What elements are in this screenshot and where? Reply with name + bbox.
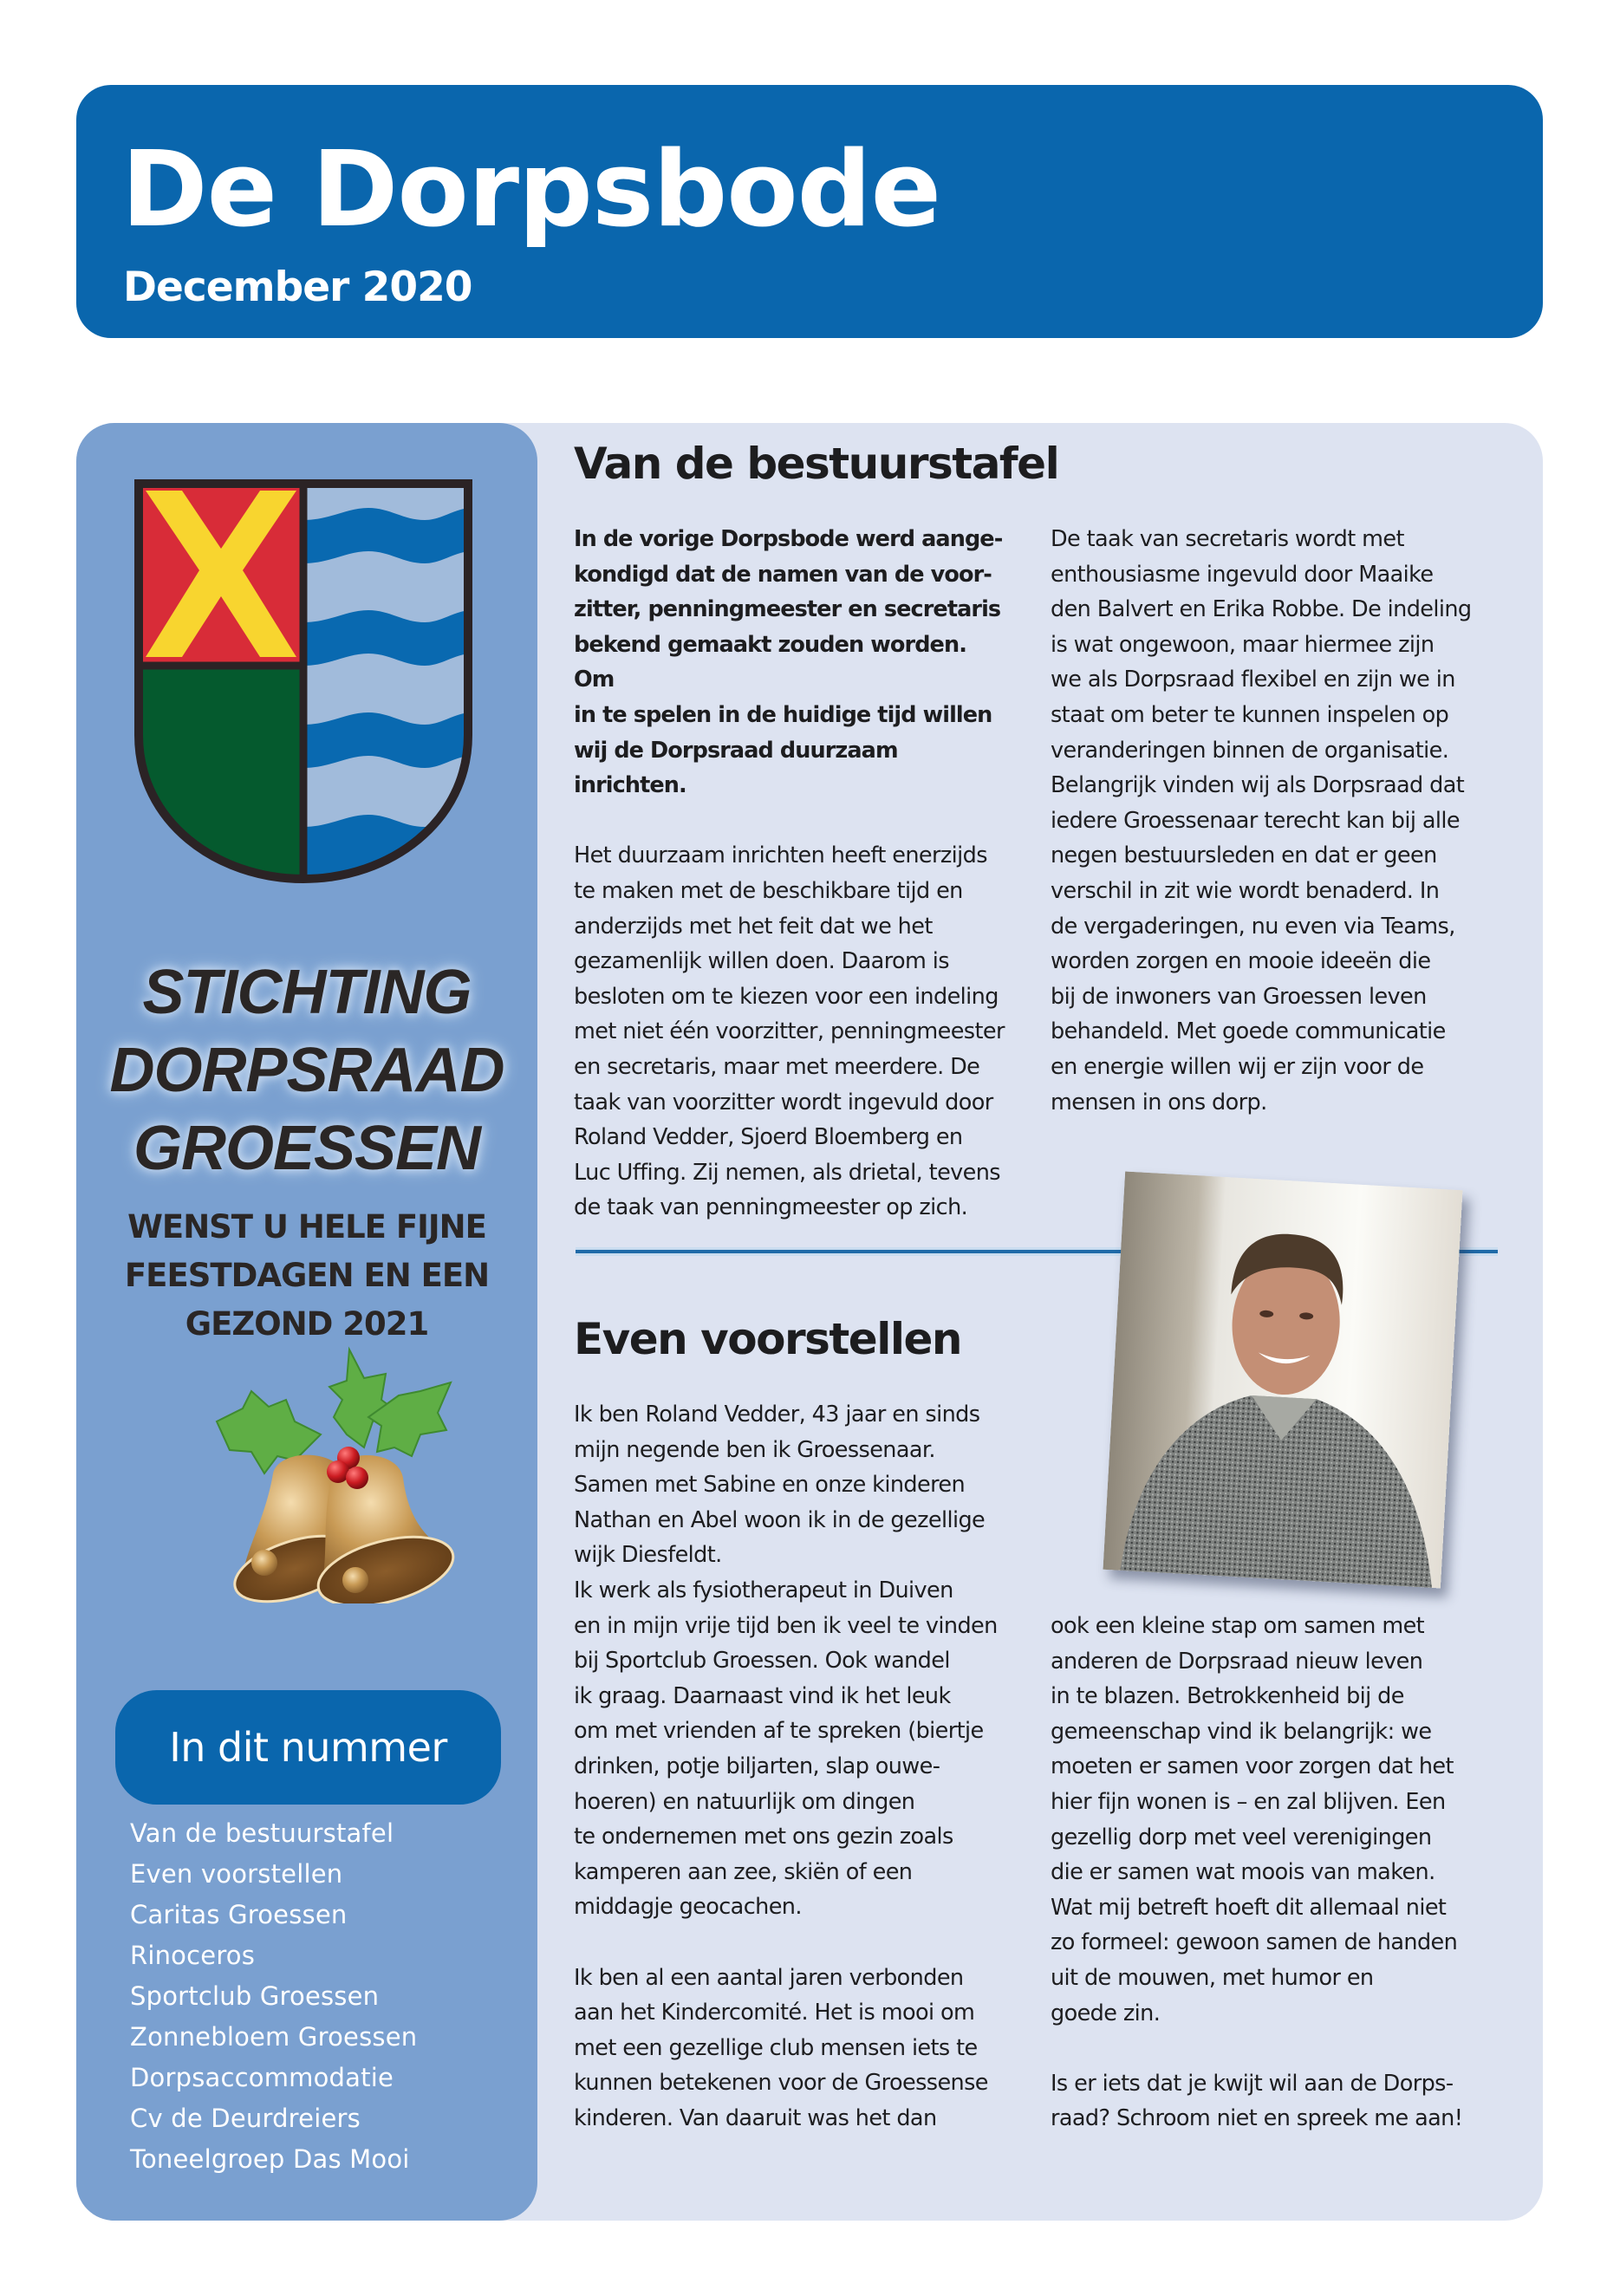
article-paragraph: De taak van secretaris wordt met enthousiasme ingevuld door Maaike den Balvert en Erika Robbe. De indeling is wat ongewoon, maar hiermee zijn we als Dorpsraad flexibel en zijn we in staat om beter te kunnen inspelen op veranderingen binnen de organisatie. Belangrijk vinden wij als Dorpsraad dat iedere Groessenaar terecht kan bij alle negen bestuursleden en dat er geen verschil in zit wie wordt benaderd. In de vergaderingen, nu even via Teams, worden zorgen en mooie ideeën die bij de inwoners van Groessen leven behandeld. Met goede communicatie en energie willen wij er zijn voor de mensen in ons dorp. [1051, 526, 1472, 1115]
org-line: GROESSEN [133, 1114, 481, 1183]
toc-list [130, 1813, 417, 2180]
toc-item[interactable]: Sportclub Groessen [130, 1981, 380, 2011]
coat-of-arms-icon [130, 475, 477, 888]
toc-item[interactable]: Rinoceros [130, 1941, 256, 1970]
toc-item[interactable]: Cv de Deurdreiers [130, 2104, 361, 2133]
toc-item[interactable]: Zonnebloem Groessen [130, 2022, 418, 2052]
article2-column-left [574, 1397, 1007, 2136]
article-title-even-voorstellen: Even voorstellen [574, 1314, 961, 1364]
toc-heading: In dit nummer [169, 1724, 447, 1771]
article-paragraph: Ik ben Roland Vedder, 43 jaar en sinds mijn negende ben ik Groessenaar. Samen met Sabine en onze kinderen Nathan en Abel woon ik in de gezellige wijk Diesfeldt. Ik werk als fysiotherapeut in Duiven en in mijn vrije tijd ben ik veel te vinden bij Sportclub Groessen. Ook wandel ik graag. Daarnaast vind ik het leuk om met vrienden af te spreken (biertje drinken, potje biljarten, slap ouwe- hoeren) en natuurlijk om dingen te ondernemen met ons gezin zoals kamperen aan zee, skiën of een middagje geocachen. [574, 1402, 998, 1921]
greeting-line: FEESTDAGEN EN EEN [124, 1257, 490, 1294]
toc-item[interactable]: Van de bestuurstafel [130, 1818, 394, 1848]
season-greeting [76, 1203, 537, 1349]
article-paragraph: Ik ben al een aantal jaren verbonden aan het Kindercomité. Het is mooi om met een gezellige club mensen iets te kunnen betekenen voor de Groessense kinderen. Van daaruit was het dan [574, 1964, 988, 2131]
greeting-line: WENST U HELE FIJNE [127, 1208, 486, 1246]
article-paragraph: Is er iets dat je kwijt wil aan de Dorps- raad? Schroom niet en spreek me aan! [1051, 2070, 1463, 2132]
article-lead: In de vorige Dorpsbode werd aange- kondigd dat de namen van de voor- zitter, penningmeester en secretaris bekend gemaakt zouden worden. Om in te spelen in de huidige tijd willen wij de Dorpsraad duurzaam inrichten. [574, 526, 1003, 799]
toc-heading-box [115, 1690, 501, 1805]
masthead [76, 85, 1543, 338]
holly-leaves [217, 1350, 451, 1473]
article2-column-right [1051, 1609, 1484, 2137]
newsletter-title: De Dorpsbode [121, 130, 940, 250]
issue-date: December 2020 [123, 263, 472, 311]
organisation-name [76, 953, 537, 1187]
toc-item[interactable]: Caritas Groessen [130, 1900, 348, 1929]
article-title-bestuurstafel: Van de bestuurstafel [574, 439, 1059, 489]
article-paragraph: Het duurzaam inrichten heeft enerzijds te maken met de beschikbare tijd en anderzijds met het feit dat we het gezamenlijk willen doen. Daarom is besloten om te kiezen voor een indeling met niet één voorzitter, penningmeester en secretaris, maar met meerdere. De taak van voorzitter wordt ingevuld door Roland Vedder, Sjoerd Bloemberg en Luc Uffing. Zij nemen, als drietal, tevens de taak van penningmeester op zich. [574, 842, 1005, 1221]
green-quarter [139, 666, 303, 882]
toc-item[interactable]: Toneelgroep Das Mooi [130, 2144, 410, 2174]
article-paragraph: ook een kleine stap om samen met anderen de Dorpsraad nieuw leven in te blazen. Betrokkenheid bij de gemeenschap vind ik belangrijk: we moeten er samen voor zorgen dat het hier fijn wonen is – en zal blijven. Een gezellig dorp met veel verenigingen die er samen wat moois van maken. Wat mij betreft hoeft dit allemaal niet zo formeel: gewoon samen de handen uit de mouwen, met humor en goede zin. [1051, 1613, 1458, 2026]
org-line: STICHTING [142, 958, 472, 1027]
greeting-line: GEZOND 2021 [185, 1305, 429, 1343]
christmas-bells-icon [191, 1339, 459, 1603]
article-column-right [1051, 522, 1484, 1120]
org-line: DORPSRAAD [109, 1036, 504, 1105]
portrait-image [1103, 1171, 1462, 1588]
article-column-left [574, 522, 1007, 1226]
toc-item[interactable]: Dorpsaccommodatie [130, 2063, 394, 2092]
portrait-photo [1103, 1171, 1462, 1588]
toc-item[interactable]: Even voorstellen [130, 1859, 343, 1889]
